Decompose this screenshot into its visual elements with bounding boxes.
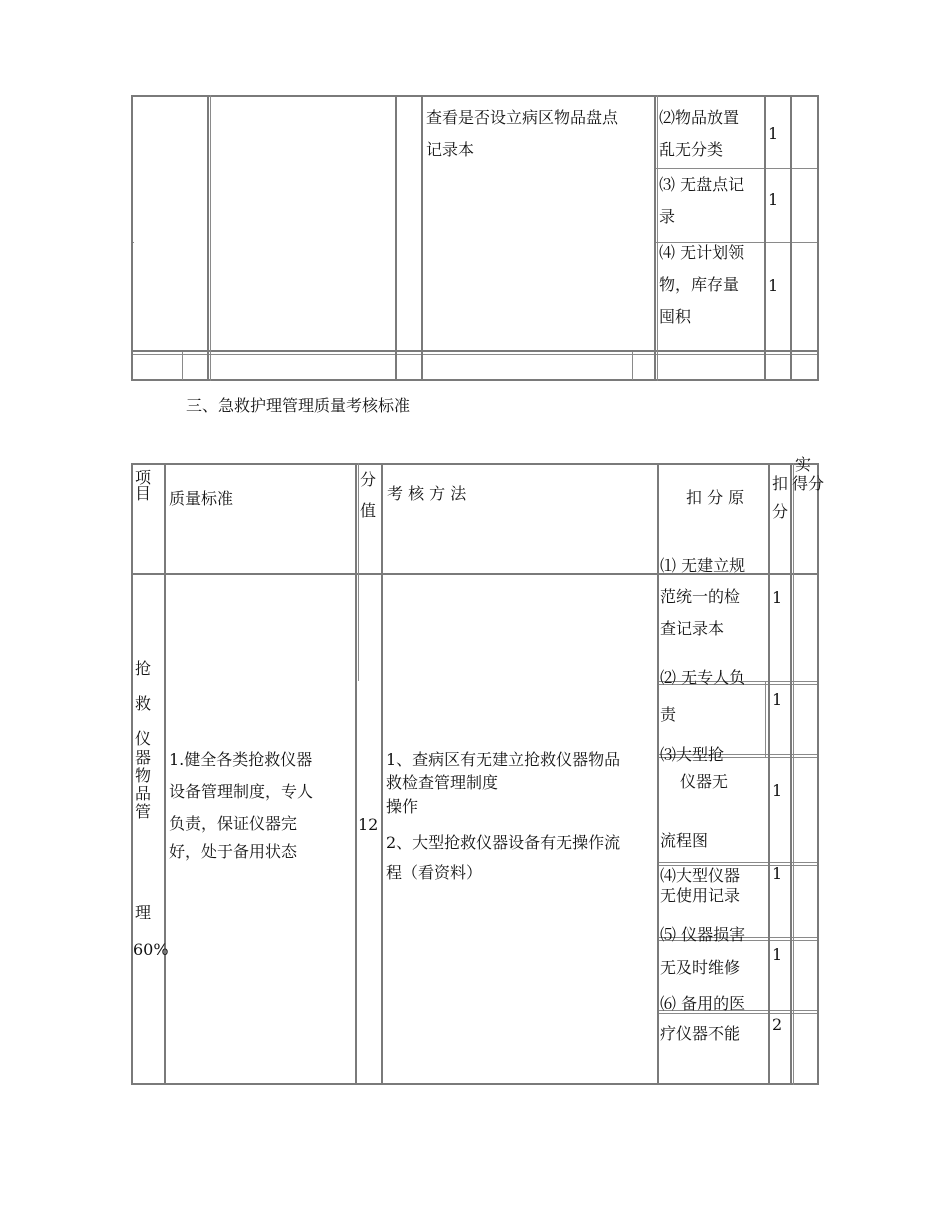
header-actual-2: 得分 [792,474,825,493]
table1-deduction-4-line-3: 囤积 [659,307,692,326]
header-method: 考 核 方 法 [387,484,467,503]
deduct-score-6: 2 [772,1015,783,1034]
method-line-2: 救检查管理制度 [386,773,499,792]
deduction-line-6: ⑶大型抢 [660,745,725,764]
standard-line-3: 负责，保证仪器完 [169,814,298,833]
item-char-7: 管 [135,802,152,821]
header-score-2: 值 [360,501,377,520]
deduction-line-4: ⑵ 无专人负 [660,668,746,687]
method-line-4: 2、大型抢救仪器设备有无操作流 [386,833,621,852]
item-char-2: 救 [135,694,152,713]
table1-deduction-2-line-1: ⑵物品放置 [659,108,740,127]
table1-deduction-4-score: 1 [768,276,779,295]
deduction-line-1: ⑴ 无建立规 [660,556,746,575]
header-deduction: 扣 分 原 [686,488,745,507]
table1-deduction-3-line-1: ⑶ 无盘点记 [659,175,745,194]
deduction-line-9: ⑷大型仪器 [660,866,741,885]
method-line-1: 1、查病区有无建立抢救仪器物品 [386,750,621,769]
item-char-8: 理 [135,903,152,922]
deduction-line-5: 责 [660,705,677,724]
deduct-score-2: 1 [772,690,783,709]
item-char-1: 抢 [135,659,152,678]
deduction-line-8: 流程图 [660,831,709,850]
deduction-line-7: 仪器无 [680,772,729,791]
standard-line-1: 1.健全各类抢救仪器 [169,750,313,769]
table1-deduction-3-line-2: 录 [659,207,676,226]
deduction-line-10: 无使用记录 [660,886,741,905]
header-deduct-1: 扣 [772,474,789,493]
deduction-line-2: 范统一的检 [660,587,741,606]
deduction-line-11: ⑸ 仪器损害 [660,925,746,944]
header-item-2: 目 [135,484,152,503]
header-deduct-2: 分 [772,502,789,521]
method-line-5: 程（看资料） [386,863,483,882]
deduct-score-3: 1 [772,781,783,800]
section-title: 三、急救护理管理质量考核标准 [186,396,411,415]
item-char-3: 仪 [135,729,152,748]
item-char-5: 物 [135,766,152,785]
deduction-line-14: 疗仪器不能 [660,1024,741,1043]
header-score-1: 分 [360,470,377,489]
header-actual-1: 实 [795,455,812,474]
method-line-3: 操作 [386,797,419,816]
deduct-score-4: 1 [772,864,783,883]
table1-method-line-2: 记录本 [426,140,475,159]
item-char-6: 品 [135,784,152,803]
table1-method-line-1: 查看是否设立病区物品盘点 [426,108,619,127]
table1-deduction-2-line-2: 乱无分类 [659,140,724,159]
item-char-4: 器 [135,748,152,767]
table1-deduction-3-score: 1 [768,190,779,209]
deduction-line-3: 查记录本 [660,619,725,638]
table1-deduction-4-line-2: 物，库存量 [659,275,740,294]
deduct-score-1: 1 [772,588,783,607]
standard-line-2: 设备管理制度，专人 [169,782,314,801]
score-value: 12 [358,815,379,834]
deduct-score-5: 1 [772,945,783,964]
header-standard: 质量标准 [169,489,234,508]
table1-deduction-4-line-1: ⑷ 无计划领 [659,243,745,262]
table1-deduction-2-score: 1 [768,124,779,143]
deduction-line-12: 无及时维修 [660,958,741,977]
header-item-1: 项 [135,468,152,487]
item-percent: 60% [133,940,169,959]
deduction-line-13: ⑹ 备用的医 [660,994,746,1013]
standard-line-4: 好，处于备用状态 [169,842,298,861]
